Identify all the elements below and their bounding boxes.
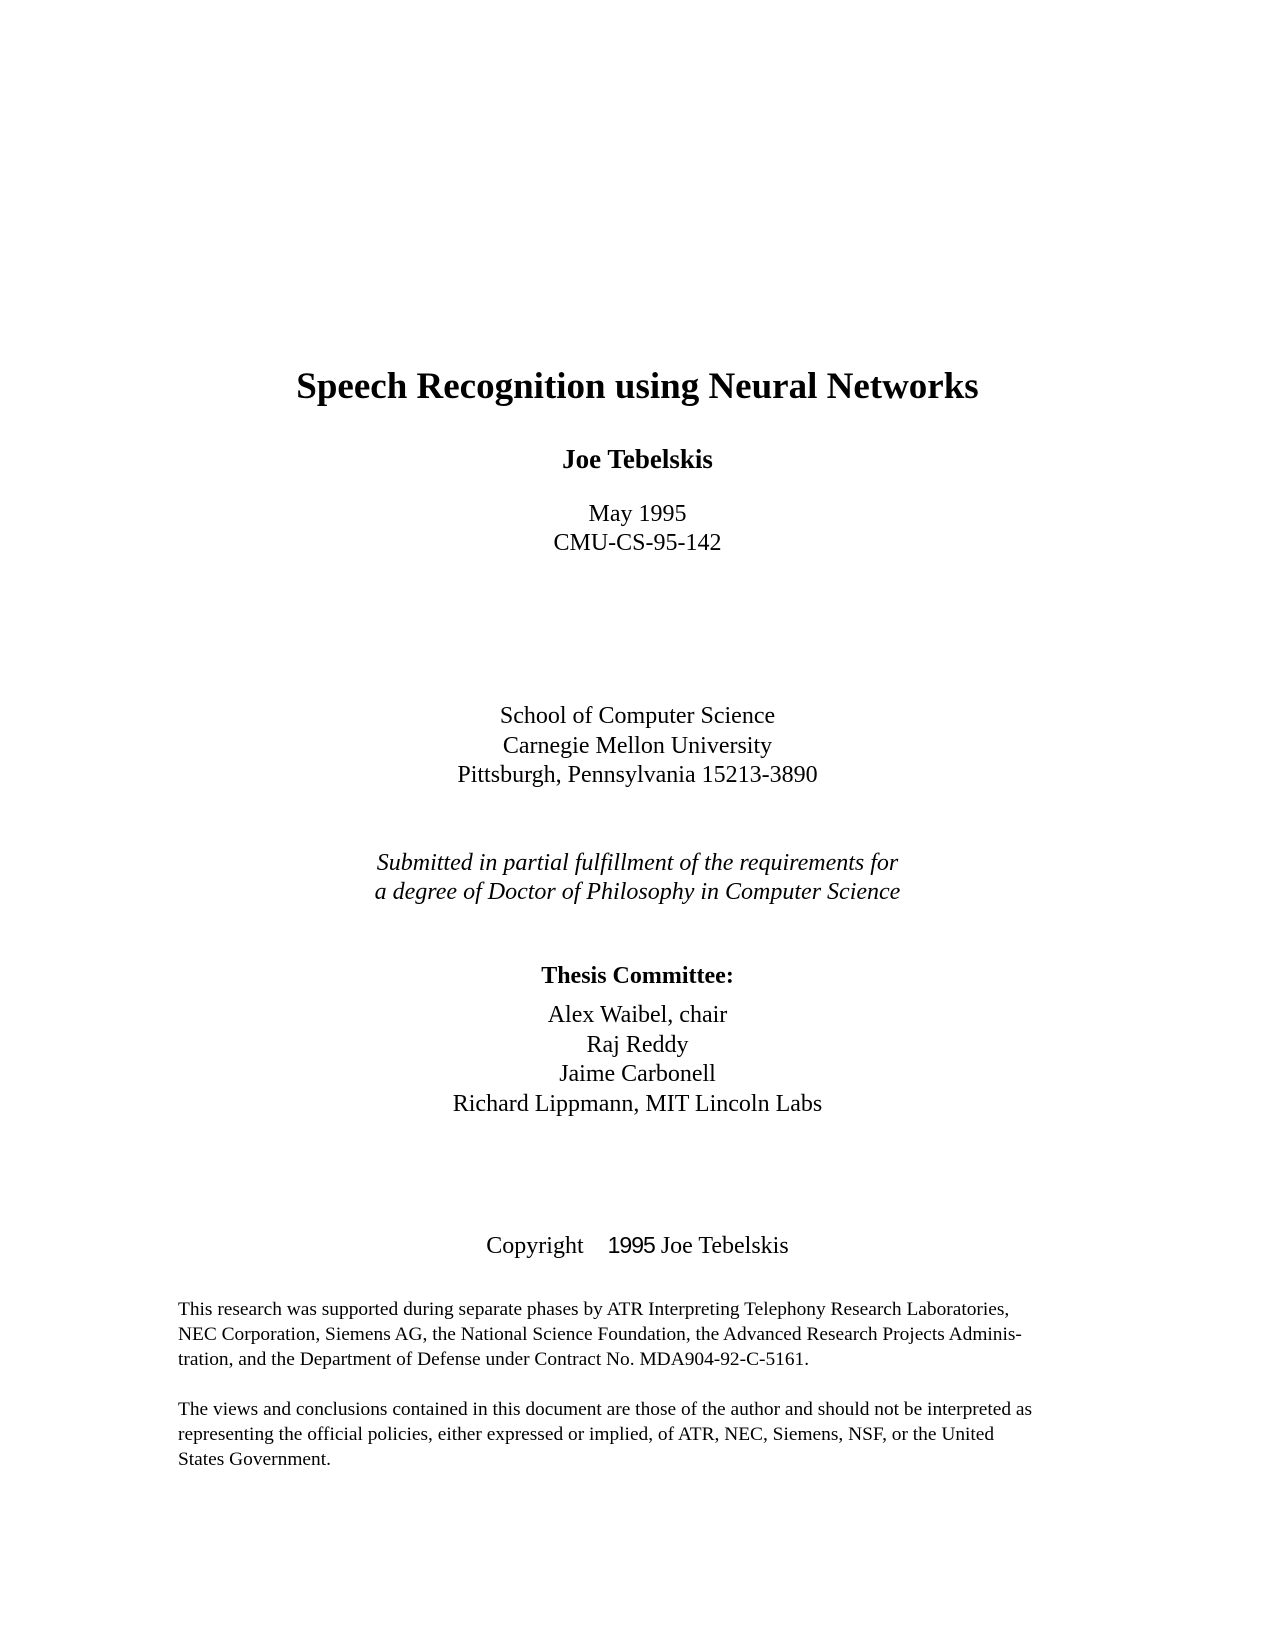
paragraph-line: representing the official policies, either expressed or implied, of ATR, NEC, Siemens, NSF, or the United: [178, 1424, 995, 1445]
report-date: May 1995: [588, 501, 687, 527]
paragraph-line: This research was supported during separate phases by ATR Interpreting Telephony Research Laboratories,: [178, 1299, 1010, 1320]
submission-line-1: Submitted in partial fulfillment of the requirements for: [376, 850, 899, 876]
paragraph-line: tration, and the Department of Defense under Contract No. MDA904-92-C-5161.: [178, 1349, 810, 1370]
document-title: Speech Recognition using Neural Networks: [296, 366, 979, 407]
university-address: Pittsburgh, Pennsylvania 15213-3890: [457, 762, 818, 788]
copyright-line: [0, 1232, 1275, 1260]
committee-list: [0, 1001, 1275, 1119]
school-name: School of Computer Science: [499, 703, 776, 729]
paragraph-line: States Government.: [178, 1449, 331, 1470]
submission-statement: [0, 849, 1275, 907]
report-meta: [0, 500, 1275, 558]
institution-block: [0, 702, 1275, 791]
submission-line-2: a degree of Doctor of Philosophy in Computer Science: [374, 879, 901, 905]
copyright-holder: Joe Tebelskis: [660, 1233, 789, 1259]
committee-member: Alex Waibel, chair: [547, 1002, 728, 1028]
disclaimer-paragraph: [178, 1397, 1098, 1472]
report-number: CMU-CS-95-142: [553, 530, 722, 556]
author-name: Joe Tebelskis: [562, 444, 713, 474]
committee-member: Raj Reddy: [586, 1031, 689, 1058]
committee-heading: Thesis Committee:: [541, 963, 734, 989]
paragraph-line: The views and conclusions contained in this document are those of the author and should not be interpreted as: [178, 1399, 1033, 1420]
copyright-year: 1995: [607, 1232, 655, 1258]
support-paragraph: [178, 1297, 1098, 1372]
committee-member: Richard Lippmann, MIT Lincoln Labs: [452, 1090, 823, 1117]
university-name: Carnegie Mellon University: [502, 732, 773, 759]
paragraph-line: NEC Corporation, Siemens AG, the National Science Foundation, the Advanced Research Projects Adminis-: [178, 1324, 1022, 1345]
committee-member: Jaime Carbonell: [559, 1061, 716, 1087]
copyright-label: Copyright: [486, 1233, 584, 1259]
